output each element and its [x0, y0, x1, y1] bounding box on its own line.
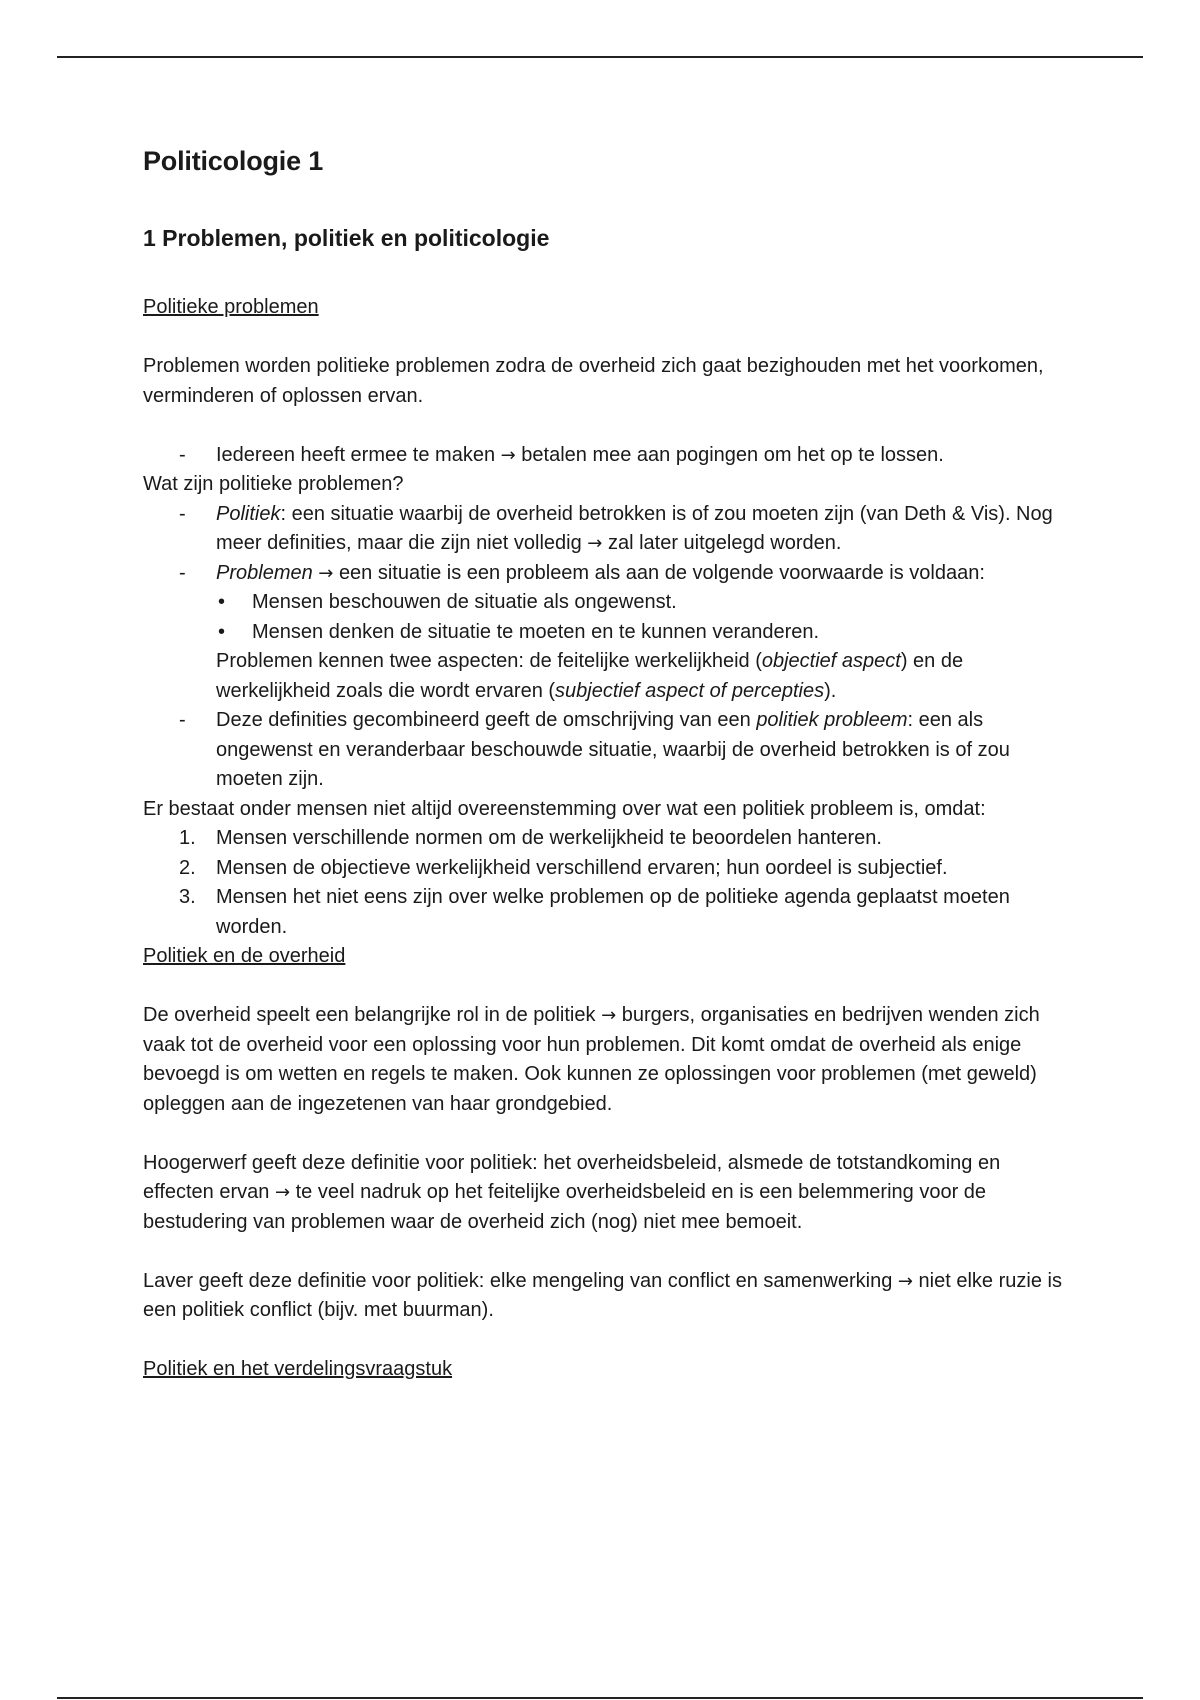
list-item: • Mensen denken de situatie te moeten en te kunnen veranderen.: [216, 618, 1063, 648]
paragraph-laver: Laver geeft deze definitie voor politiek: elke mengeling van conflict en samenwerking → niet elke ruzie is een politiek conflict (bijv. met buurman).: [143, 1269, 1062, 1321]
dot-bullet: •: [218, 591, 226, 613]
section-heading-politiek-en-de-overheid: Politiek en de overheid: [143, 945, 346, 967]
aspects-paragraph: Problemen kennen twee aspecten: de feitelijke werkelijkheid (objectief aspect) en de werkelijkheid zoals die wordt ervaren (subjectief aspect of percepties).: [216, 650, 964, 702]
arrow-icon: →: [897, 1270, 913, 1292]
paragraph-disagreement: Er bestaat onder mensen niet altijd overeenstemming over wat een politiek probleem is, omdat:: [143, 797, 986, 820]
question-line: Wat zijn politieke problemen?: [143, 473, 404, 495]
paragraph-intro: Problemen worden politieke problemen zodra de overheid zich gaat bezighouden met het voorkomen, verminderen of oplossen ervan.: [143, 355, 1044, 407]
chapter-title: 1 Problemen, politiek en politicologie: [143, 225, 550, 251]
header-rule: [57, 56, 1143, 58]
list-item: - Problemen → een situatie is een probleem als aan de volgende voorwaarde is voldaan: • Mensen beschouwen de situatie als ongewenst. • Mensen denken de situatie te moeten en te kunnen veranderen. Problemen kennen twee aspecten: de feitelijke werkelijkheid (objectief aspect) en de werkelijkheid zoals die wordt ervaren (subjectief aspect of percepties).: [143, 559, 1063, 707]
list-item: - Deze definities gecombineerd geeft de omschrijving van een politiek probleem: een als ongewenst en veranderbaar beschouwde situatie, waarbij de overheid betrokken is of zou moeten zijn.: [143, 706, 1063, 795]
dash-bullet: -: [179, 443, 186, 466]
arrow-icon: →: [274, 1182, 291, 1203]
list-number: 1.: [179, 827, 196, 849]
term-problemen: Problemen: [216, 561, 313, 584]
list-item: - Politiek: een situatie waarbij de overheid betrokken is of zou moeten zijn (van Deth & Vis). Nog meer definities, maar die zijn niet volledig → zal later uitgelegd worden.: [143, 500, 1063, 559]
list-item: 1. Mensen verschillende normen om de werkelijkheid te beoordelen hanteren.: [143, 824, 1063, 854]
dash-list-intro: [143, 441, 1063, 471]
arrow-icon: →: [500, 444, 516, 466]
section-heading-politieke-problemen: Politieke problemen: [143, 296, 319, 318]
arrow-icon: →: [601, 1005, 617, 1026]
bullet-list-conditions: [216, 588, 1063, 647]
document-body: [143, 293, 1063, 1414]
dash-bullet: -: [179, 709, 186, 731]
paragraph-overheid: De overheid speelt een belangrijke rol in de politiek → burgers, organisaties en bedrijven wenden zich vaak tot de overheid voor een oplossing voor hun problemen. Dit komt omdat de overheid als enige bevoegd is om wetten en regels te maken. Ook kunnen ze oplossingen voor problemen (met geweld) opleggen aan de ingezetenen van haar grondgebied.: [143, 1004, 1040, 1115]
dash-list-definitions: [143, 500, 1063, 795]
dash-bullet: -: [179, 561, 186, 584]
footer-rule: [57, 1697, 1143, 1699]
dot-bullet: •: [218, 620, 226, 643]
list-item: • Mensen beschouwen de situatie als ongewenst.: [216, 588, 1063, 618]
numbered-list-reasons: [143, 824, 1063, 942]
arrow-icon: →: [587, 533, 603, 554]
list-item: 3. Mensen het niet eens zijn over welke problemen op de politieke agenda geplaatst moeten worden.: [143, 883, 1063, 942]
document-title: Politicologie 1: [143, 146, 324, 176]
list-number: 2.: [179, 856, 196, 879]
dash-bullet: -: [179, 502, 186, 525]
arrow-icon: →: [318, 562, 334, 584]
list-number: 3.: [179, 886, 196, 908]
term-politiek-probleem: politiek probleem: [756, 709, 908, 731]
list-item: - Iedereen heeft ermee te maken → betalen mee aan pogingen om het op te lossen.: [143, 441, 1063, 471]
term-politiek: Politiek: [216, 502, 281, 525]
list-item: 2. Mensen de objectieve werkelijkheid verschillend ervaren; hun oordeel is subjectief.: [143, 854, 1063, 884]
paragraph-hoogerwerf: Hoogerwerf geeft deze definitie voor politiek: het overheidsbeleid, alsmede de totstandkoming en effecten ervan → te veel nadruk op het feitelijke overheidsbeleid en is een belemmering voor de bestudering van problemen waar de overheid zich (nog) niet mee bemoeit.: [143, 1151, 1001, 1233]
section-heading-verdelingsvraagstuk: Politiek en het verdelingsvraagstuk: [143, 1358, 453, 1380]
